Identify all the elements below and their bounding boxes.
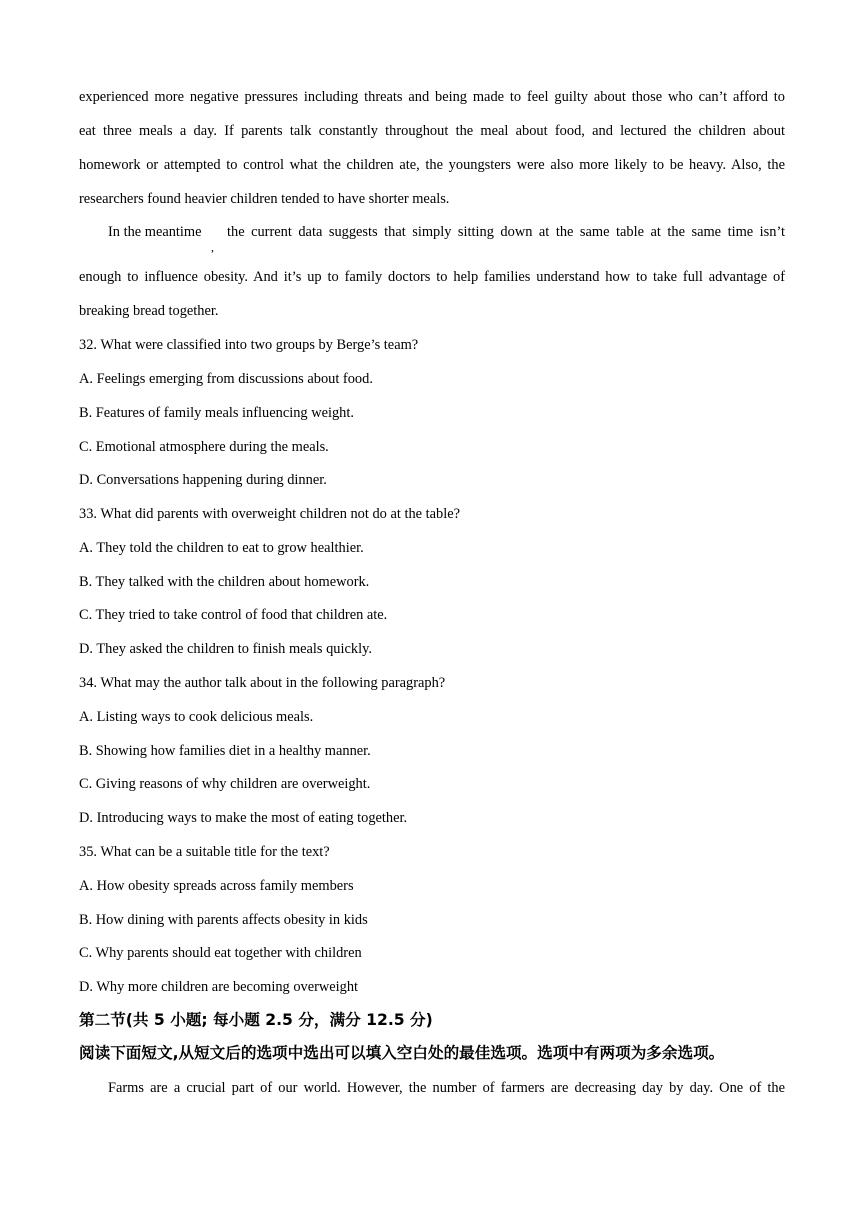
passage-line-start: In the meantime — [108, 224, 202, 240]
question-stem: 33. What did parents with overweight children not do at the table? — [79, 506, 460, 522]
passage-line: breaking bread together. — [79, 303, 219, 319]
passage-line: researchers found heavier children tended to have shorter meals. — [79, 191, 450, 207]
question-stem: 34. What may the author talk about in the following paragraph? — [79, 675, 446, 691]
passage-line: eat three meals a day. If parents talk constantly throughout the meal about food, and lectured the children about — [79, 123, 785, 139]
passage-line: enough to influence obesity. And it’s up to family doctors to help families understand how to take full advantage of — [79, 269, 785, 285]
question-option: A. Listing ways to cook delicious meals. — [79, 709, 314, 725]
question-option: D. Introducing ways to make the most of eating together. — [79, 810, 408, 826]
passage-comma: , — [211, 240, 214, 254]
question-option: B. Showing how families diet in a healthy manner. — [79, 743, 371, 759]
passage-line: Farms are a crucial part of our world. However, the number of farmers are decreasing day by day. One of the — [108, 1080, 785, 1096]
question-option: A. How obesity spreads across family members — [79, 878, 354, 894]
question-stem: 32. What were classified into two groups by Berge’s team? — [79, 337, 419, 353]
question-option: D. Conversations happening during dinner. — [79, 472, 327, 488]
question-option: A. Feelings emerging from discussions about food. — [79, 371, 373, 387]
section-instruction: 阅读下面短文,从短文后的选项中选出可以填入空白处的最佳选项。选项中有两项为多余选项。 — [79, 1044, 725, 1062]
section-heading: 第二节(共 5 小题; 每小题 2.5 分，满分 12.5 分) — [79, 1011, 433, 1029]
passage-line-rest: the current data suggests that simply sitting down at the same table at the same time isn’t — [227, 224, 785, 240]
question-option: D. They asked the children to finish meals quickly. — [79, 641, 372, 657]
question-option: C. Why parents should eat together with children — [79, 945, 362, 961]
question-option: C. Emotional atmosphere during the meals. — [79, 439, 329, 455]
question-option: B. Features of family meals influencing weight. — [79, 405, 354, 421]
question-option: B. They talked with the children about homework. — [79, 574, 370, 590]
passage-line: experienced more negative pressures including threats and being made to feel guilty about those who can’t afford to — [79, 89, 785, 105]
question-option: C. They tried to take control of food that children ate. — [79, 607, 388, 623]
question-option: C. Giving reasons of why children are overweight. — [79, 776, 371, 792]
question-option: D. Why more children are becoming overweight — [79, 979, 359, 995]
passage-line: homework or attempted to control what the children ate, the youngsters were also more likely to be heavy. Also, the — [79, 157, 785, 173]
question-option: B. How dining with parents affects obesity in kids — [79, 912, 368, 928]
question-option: A. They told the children to eat to grow healthier. — [79, 540, 364, 556]
question-stem: 35. What can be a suitable title for the text? — [79, 844, 330, 860]
